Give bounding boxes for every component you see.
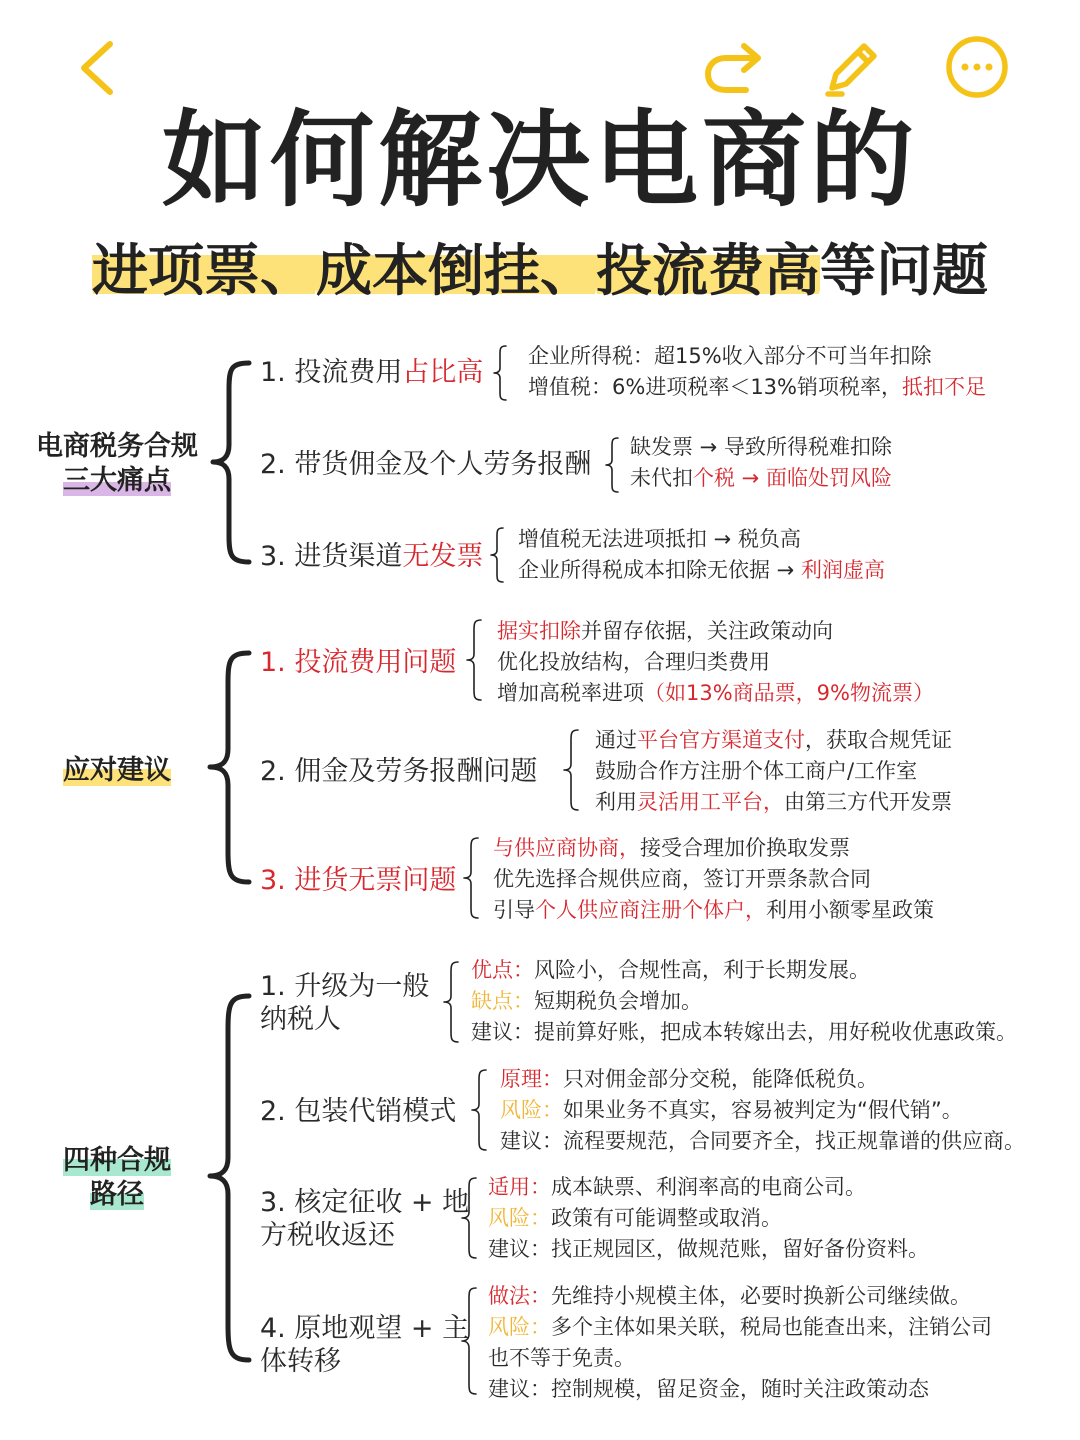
section1-item-3-details xyxy=(518,524,885,586)
detail-line xyxy=(488,1281,992,1312)
section1-label xyxy=(22,430,212,498)
section1-item-3 xyxy=(260,540,483,573)
detail-red: 个税 → 面临处罚风险 xyxy=(693,466,892,490)
section2-item-3 xyxy=(260,864,456,897)
section1-item-1 xyxy=(260,356,483,389)
detail-tag: 原理： xyxy=(500,1067,563,1091)
section3-item-3-brace xyxy=(458,1176,480,1260)
detail-text: 先维持小规模主体，必要时换新公司继续做。 xyxy=(551,1284,971,1308)
section2-item-2 xyxy=(260,755,537,788)
section3-item-4-details xyxy=(488,1281,992,1405)
detail-line xyxy=(493,833,934,864)
section2-item-1-brace xyxy=(463,618,485,702)
detail-text: 接受合理加价换取发票 xyxy=(640,836,850,860)
detail-text: 找正规园区，做规范账，留好备份资料。 xyxy=(551,1237,929,1261)
section1-label-line1: 电商税务合规 xyxy=(36,431,198,462)
page-subtitle xyxy=(0,232,1080,312)
subtitle-highlight-1: 进项票、 xyxy=(92,239,316,304)
section3-item-4-line1: 4. 原地观望 + 主 xyxy=(260,1313,470,1344)
share-icon[interactable] xyxy=(700,36,766,98)
section3-item-2-line1: 2. 包装代销模式 xyxy=(260,1096,457,1127)
detail-text: 企业所得税成本扣除无依据 → xyxy=(518,558,801,582)
section3-item-1-brace xyxy=(440,960,462,1044)
section2-item-3-title: 3. 进货无票问题 xyxy=(260,865,457,896)
section3-item-1 xyxy=(260,970,429,1036)
detail-red: 灵活用工平台， xyxy=(637,790,784,814)
section3-item-4-line2: 体转移 xyxy=(260,1346,341,1377)
section3-item-2 xyxy=(260,1095,456,1128)
section2-item-2-title: 2. 佣金及劳务报酬问题 xyxy=(260,756,538,787)
detail-line xyxy=(488,1203,929,1234)
subtitle-highlight-3: 投流费高 xyxy=(596,239,820,304)
section1-item-1-details xyxy=(528,341,986,403)
detail-tag: 风险： xyxy=(488,1206,551,1230)
detail-text: 如果业务不真实，容易被判定为“假代销”。 xyxy=(563,1098,963,1122)
detail-line xyxy=(518,555,885,586)
detail-text: 并留存依据，关注政策动向 xyxy=(581,619,833,643)
detail-line: 企业所得税：超15%收入部分不可当年扣除 xyxy=(528,344,932,368)
detail-line xyxy=(528,372,986,403)
detail-text: 风险小，合规性高，利于长期发展。 xyxy=(534,958,870,982)
section2-item-2-brace xyxy=(560,728,582,812)
section2-big-brace xyxy=(200,645,255,890)
section1-item-1-brace xyxy=(490,344,510,402)
detail-line xyxy=(471,1017,1017,1048)
section1-label-line2: 三大痛点 xyxy=(63,465,171,496)
detail-line xyxy=(471,986,1017,1017)
detail-tag: 建议： xyxy=(488,1377,551,1401)
section3-item-1-line2: 纳税人 xyxy=(260,1004,341,1035)
detail-post: 利用小额零星政策 xyxy=(766,898,934,922)
section3-big-brace xyxy=(200,988,255,1368)
section2-item-3-details xyxy=(493,833,934,926)
detail-red: （如13%商品票，9%物流票） xyxy=(644,681,934,705)
detail-tag: 做法： xyxy=(488,1284,551,1308)
detail-pre: 利用 xyxy=(595,790,637,814)
section3-label xyxy=(22,1144,212,1212)
detail-line xyxy=(488,1172,929,1203)
section3-item-3-line2: 方税收返还 xyxy=(260,1220,395,1251)
section1-item-1-red: 占比高 xyxy=(402,357,484,388)
detail-line xyxy=(595,787,952,818)
detail-line xyxy=(595,725,952,756)
detail-pre: 引导 xyxy=(493,898,535,922)
detail-text: 只对佣金部分交税，能降低税负。 xyxy=(563,1067,878,1091)
detail-text: 流程要规范，合同要齐全，找正规靠谱的供应商。 xyxy=(563,1129,1025,1153)
detail-line xyxy=(500,1064,1025,1095)
back-icon[interactable] xyxy=(72,38,122,98)
detail-line xyxy=(493,895,934,926)
section3-item-4-brace xyxy=(458,1286,480,1396)
detail-text: 增加高税率进项 xyxy=(497,681,644,705)
edit-icon[interactable] xyxy=(818,34,886,102)
page-title: 如何解决电商的 xyxy=(161,99,918,221)
detail-line xyxy=(497,616,934,647)
section1-item-3-brace xyxy=(487,526,507,584)
section2-item-3-brace xyxy=(460,836,482,920)
detail-red: 利润虚高 xyxy=(800,558,885,582)
detail-pre: 通过 xyxy=(595,728,637,752)
detail-text: 多个主体如果关联，税局也能查出来，注销公司 xyxy=(551,1315,992,1339)
detail-line xyxy=(497,678,934,709)
detail-line: 优先选择合规供应商，签订开票条款合同 xyxy=(493,867,871,891)
detail-red: 据实扣除 xyxy=(497,619,581,643)
section2-item-1-title: 1. 投流费用问题 xyxy=(260,647,457,678)
section1-item-2-details xyxy=(630,432,892,494)
detail-line xyxy=(500,1095,1025,1126)
section3-item-4 xyxy=(260,1312,469,1378)
detail-tag: 风险： xyxy=(500,1098,563,1122)
detail-text: 未代扣 xyxy=(630,466,693,490)
detail-tag: 适用： xyxy=(488,1175,551,1199)
detail-text: 增值税：6%进项税率＜13%销项税率， xyxy=(528,375,902,399)
detail-line xyxy=(630,463,892,494)
detail-line xyxy=(471,955,1017,986)
section1-item-1-prefix: 1. 投流费用 xyxy=(260,357,403,388)
detail-line xyxy=(500,1126,1025,1157)
detail-text: 成本缺票、利润率高的电商公司。 xyxy=(551,1175,866,1199)
detail-red: 平台官方渠道支付 xyxy=(637,728,805,752)
section3-item-2-details xyxy=(500,1064,1025,1157)
detail-tag: 缺点： xyxy=(471,989,534,1013)
section3-item-1-details xyxy=(471,955,1017,1048)
section1-item-2 xyxy=(260,448,591,481)
detail-line xyxy=(488,1234,929,1265)
detail-post: 由第三方代开发票 xyxy=(784,790,952,814)
section3-item-2-brace xyxy=(468,1068,490,1152)
detail-tag: 风险： xyxy=(488,1315,551,1339)
detail-line: 优化投放结构，合理归类费用 xyxy=(497,650,770,674)
detail-text: 短期税负会增加。 xyxy=(534,989,702,1013)
detail-tag: 建议： xyxy=(488,1237,551,1261)
detail-red: 抵扣不足 xyxy=(902,375,986,399)
detail-line: 也不等于免责。 xyxy=(488,1346,635,1370)
section1-big-brace xyxy=(205,355,255,570)
detail-line: 增值税无法进项抵扣 → 税负高 xyxy=(518,527,801,551)
detail-tag: 建议： xyxy=(500,1129,563,1153)
section3-item-3-details xyxy=(488,1172,929,1265)
subtitle-highlight-2: 成本倒挂、 xyxy=(316,239,596,304)
section3-item-3-line1: 3. 核定征收 + 地 xyxy=(260,1187,470,1218)
detail-text: 控制规模，留足资金，随时关注政策动态 xyxy=(551,1377,929,1401)
section3-label-line2: 路径 xyxy=(90,1179,144,1210)
section1-item-2-brace xyxy=(602,436,622,494)
section1-item-3-red: 无发票 xyxy=(402,541,484,572)
detail-line xyxy=(488,1312,992,1343)
detail-line xyxy=(488,1374,992,1405)
section1-item-2-prefix: 2. 带货佣金及个人劳务报酬 xyxy=(260,449,592,480)
detail-red: 与供应商协商， xyxy=(493,836,640,860)
detail-line: 鼓励合作方注册个体工商户/工作室 xyxy=(595,759,918,783)
section2-label xyxy=(22,754,212,788)
detail-line: 缺发票 → 导致所得税难扣除 xyxy=(630,435,892,459)
detail-tag: 优点： xyxy=(471,958,534,982)
detail-text: 政策有可能调整或取消。 xyxy=(551,1206,782,1230)
section2-label-text: 应对建议 xyxy=(63,755,171,786)
detail-tag: 建议： xyxy=(471,1020,534,1044)
section3-item-3 xyxy=(260,1186,469,1252)
section1-item-3-prefix: 3. 进货渠道 xyxy=(260,541,403,572)
subtitle-rest: 等问题 xyxy=(820,239,988,304)
section2-item-1 xyxy=(260,646,456,679)
more-icon[interactable] xyxy=(944,34,1010,100)
detail-post: ，获取合规凭证 xyxy=(805,728,952,752)
detail-text: 提前算好账，把成本转嫁出去，用好税收优惠政策。 xyxy=(534,1020,1017,1044)
section2-item-1-details xyxy=(497,616,934,709)
section2-item-2-details xyxy=(595,725,952,818)
detail-red: 个人供应商注册个体户， xyxy=(535,898,766,922)
section3-item-1-line1: 1. 升级为一般 xyxy=(260,971,430,1002)
section3-label-line1: 四种合规 xyxy=(63,1145,171,1176)
